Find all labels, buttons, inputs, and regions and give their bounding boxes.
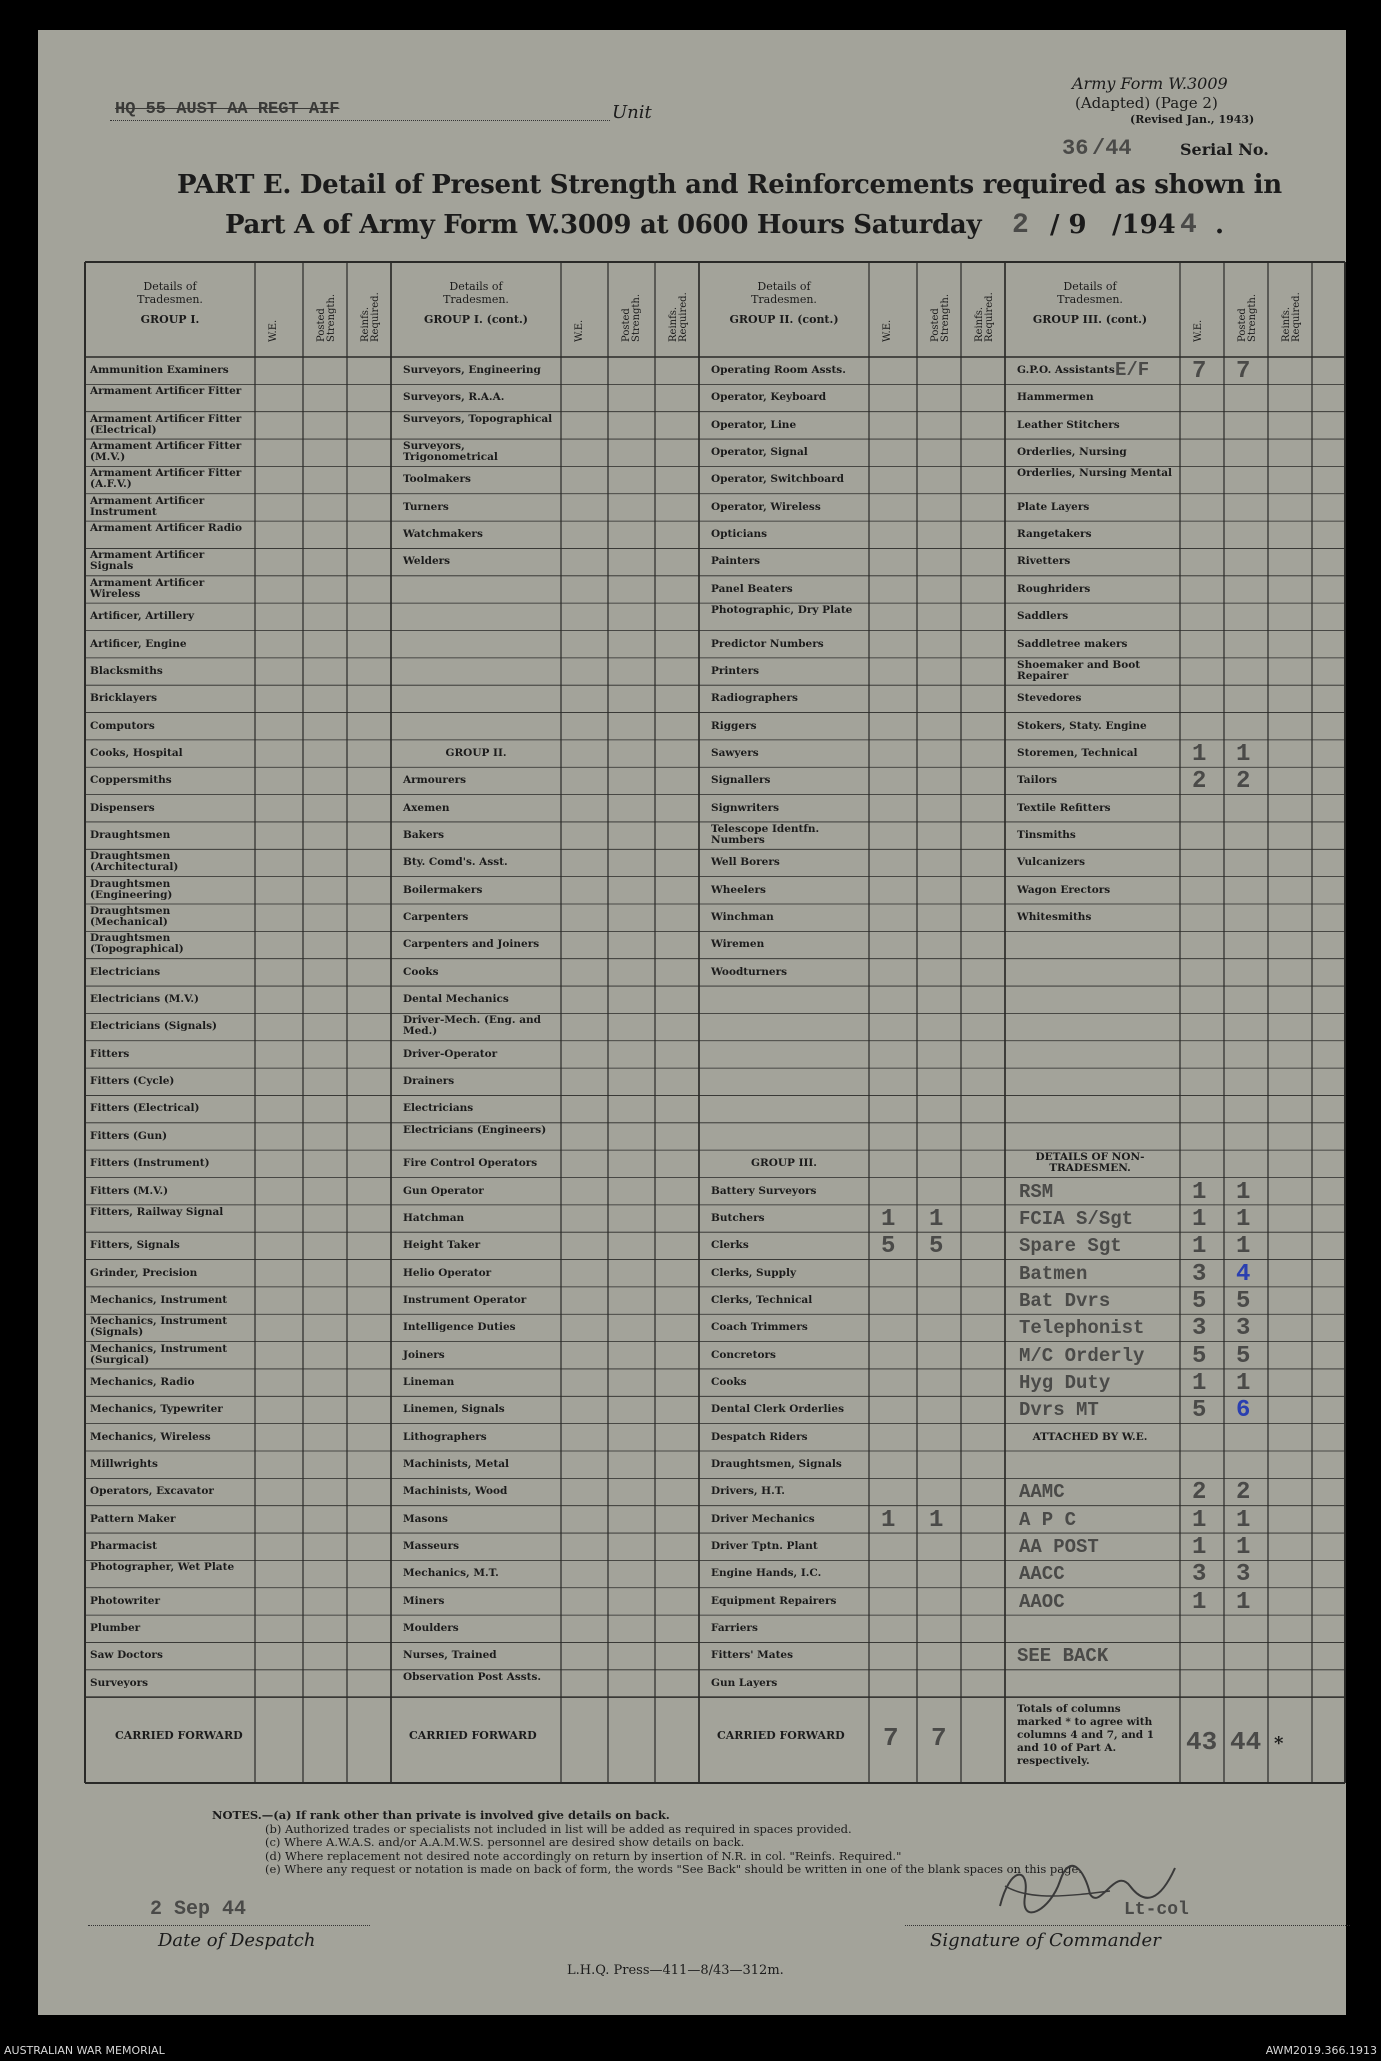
trade-label: Fitters (M.V.) (90, 1184, 169, 1197)
trade-label: Fitters (Electrical) (90, 1102, 200, 1115)
nontrade-entry: FCIA S/Sgt (1019, 1207, 1134, 1230)
title-line2: Part A of Army Form W.3009 at 0600 Hours Saturday (225, 210, 982, 240)
nontrade-entry: M/C Orderly (1019, 1344, 1145, 1367)
despatch-line (88, 1925, 370, 1926)
trade-label: Millwrights (90, 1458, 158, 1470)
trade-label: Intelligence Duties (403, 1321, 516, 1334)
caption-right: AWM2019.366.1913 (1265, 2044, 1377, 2057)
trade-label: Lithographers (403, 1430, 487, 1443)
trade-label: Surveyors, Topographical (403, 412, 553, 425)
serial-value: 36 (1062, 136, 1089, 161)
trade-label: Operator, Wireless (711, 500, 821, 513)
header-group: GROUP I. (cont.) (424, 313, 528, 326)
trade-label: Blacksmiths (90, 664, 163, 677)
tailors-we: 2 (1192, 768, 1207, 796)
nontrade-posted: 5 (1236, 1342, 1251, 1370)
note-line: (c) Where A.W.A.S. and/or A.A.M.W.S. personnel are desired show details on back. (265, 1835, 745, 1849)
trade-label: Drivers, H.T. (711, 1485, 785, 1498)
trade-label: Operator, Signal (711, 446, 808, 459)
trade-label: Mechanics, Wireless (90, 1430, 211, 1443)
trade-label: Instrument Operator (403, 1293, 527, 1306)
date-month: / 9 (1050, 210, 1087, 240)
trade-label: Orderlies, Nursing (1017, 446, 1127, 459)
trade-label: Tailors (1017, 774, 1058, 787)
carried-forward-label: CARRIED FORWARD (717, 1729, 845, 1743)
caption-left: AUSTRALIAN WAR MEMORIAL (4, 2044, 165, 2057)
trade-label: Boilermakers (403, 883, 483, 896)
butchers-we: 1 (881, 1205, 896, 1233)
storemen-posted: 1 (1236, 740, 1251, 768)
nontrade-entry: AAMC (1019, 1481, 1065, 1504)
header-details: Details of Tradesmen. (751, 280, 817, 306)
form-rev: (Revised Jan., 1943) (1130, 113, 1255, 126)
trade-label: Saw Doctors (90, 1649, 163, 1662)
trade-label: Operating Room Assts. (711, 364, 846, 376)
trade-label: Welders (403, 555, 451, 568)
trade-label: Saddlers (1017, 610, 1069, 623)
header-reinfs: Reinfs. Required. (974, 292, 995, 342)
trade-label: Miners (403, 1594, 445, 1607)
trade-label: Fitters, Railway Signal (90, 1205, 224, 1218)
trade-label: Whitesmiths (1017, 911, 1092, 923)
group-heading: DETAILS OF NON-TRADESMEN. (1035, 1151, 1145, 1175)
trade-label: Electricians (403, 1102, 474, 1115)
trade-label: Plumber (90, 1622, 141, 1635)
nontrade-we: 3 (1192, 1561, 1207, 1589)
trade-label: Photowriter (90, 1594, 161, 1607)
header-posted: Posted Strength. (1237, 293, 1258, 342)
note-line: (d) Where replacement not desired note accordingly on return by insertion of N.R. in col. "Reinfs. Required." (265, 1848, 902, 1863)
unit-value: HQ 55 AUST AA REGT AIF (115, 100, 340, 119)
trade-label: Grinder, Precision (90, 1266, 198, 1279)
trade-label: Armament Artificer Radio (90, 522, 243, 535)
trade-label: Clerks, Supply (711, 1266, 797, 1279)
trade-label: Shoemaker and Boot Repairer (1017, 658, 1141, 682)
trade-label: Fitters' Mates (711, 1649, 794, 1662)
trade-label: Cooks (403, 965, 439, 978)
nontrade-we: 1 (1192, 1588, 1207, 1616)
header-reinfs: Reinfs. Required. (1281, 292, 1302, 342)
trade-label: Machinists, Wood (403, 1485, 508, 1498)
tailors-posted: 2 (1236, 768, 1251, 796)
carried-forward-label: CARRIED FORWARD (115, 1729, 243, 1743)
trade-label: Sawyers (711, 746, 759, 759)
date-dot: . (1215, 210, 1225, 240)
trade-label: Electricians (90, 965, 161, 978)
trade-label: Painters (711, 555, 761, 568)
trade-label: Armament Artificer Fitter (A.F.V.) (90, 467, 242, 491)
trade-label: Dental Mechanics (403, 993, 509, 1006)
trade-label: Nurses, Trained (403, 1649, 497, 1662)
totals-note: Totals of columns marked * to agree with columns 4 and 7, and 1 and 10 of Part A. respectively. (1017, 1703, 1155, 1768)
trade-label: Draughtsmen, Signals (711, 1458, 842, 1470)
carried-g2-we: 7 (883, 1723, 899, 1754)
header-posted: Posted Strength. (316, 293, 337, 342)
trade-label: Electricians (Signals) (90, 1020, 218, 1033)
trade-label: Equipment Repairers (711, 1594, 837, 1607)
trade-label: Fitters, Signals (90, 1239, 180, 1252)
trade-label: Vulcanizers (1017, 856, 1086, 869)
trade-label: Draughtsmen (Mechanical) (90, 905, 171, 928)
trade-label: Concretors (711, 1348, 776, 1361)
nontrade-entry: Batmen (1019, 1262, 1088, 1285)
trade-label: Mechanics, Radio (90, 1375, 195, 1388)
nontrade-entry: Spare Sgt (1019, 1235, 1122, 1258)
trade-label: Carpenters (403, 911, 469, 923)
trade-label: Driver-Mech. (Eng. and Med.) (403, 1014, 541, 1038)
trade-label: G.P.O. Assistants (1017, 364, 1115, 376)
trade-label: Stevedores (1017, 692, 1082, 705)
trade-label: Operator, Line (711, 418, 797, 431)
date-year: /194 (1112, 210, 1176, 240)
trade-label: Textile Refitters (1017, 801, 1111, 814)
nontrade-we: 1 (1192, 1233, 1207, 1261)
header-group: GROUP II. (cont.) (729, 313, 839, 326)
trade-label: Gun Layers (711, 1676, 778, 1689)
trade-label: Pattern Maker (90, 1512, 176, 1525)
trade-label: Panel Beaters (711, 582, 793, 595)
trade-label: Rangetakers (1017, 528, 1092, 541)
date-day: 2 (1012, 210, 1029, 241)
despatch-label: Date of Despatch (158, 1930, 316, 1951)
trade-label: Rivetters (1017, 555, 1071, 568)
trade-label: Mechanics, M.T. (403, 1567, 499, 1580)
nontrade-posted: 1 (1236, 1369, 1251, 1397)
gpo-we: 7 (1192, 358, 1207, 385)
trade-label: Photographer, Wet Plate (90, 1561, 235, 1574)
trade-label: Farriers (711, 1622, 758, 1635)
header-group: GROUP I. (140, 313, 200, 326)
trade-label: Pharmacist (90, 1540, 157, 1553)
trade-label: Armourers (403, 774, 467, 787)
clerks-posted: 5 (929, 1233, 944, 1261)
trade-label: Artificer, Engine (90, 637, 187, 650)
nontrade-entry: AAOC (1019, 1590, 1065, 1613)
trade-label: Height Taker (403, 1239, 481, 1252)
note-line: (e) Where any request or notation is made on back of form, the words "See Back" should be written in one of the blank spaces on this page. (265, 1862, 1082, 1876)
trade-label: Driver Mechanics (711, 1512, 815, 1525)
nontrade-entry: RSM (1019, 1180, 1054, 1203)
nontrade-we: 3 (1192, 1260, 1207, 1288)
trade-label: Riggers (711, 719, 757, 732)
trade-label: Fitters (90, 1047, 130, 1060)
trade-label: Stokers, Staty. Engine (1017, 719, 1147, 732)
nontrade-posted: 6 (1236, 1397, 1251, 1425)
trade-label: Hatchman (403, 1211, 465, 1224)
trade-label: Masseurs (403, 1540, 460, 1553)
nontrade-posted: 1 (1236, 1534, 1251, 1562)
trade-label: Machinists, Metal (403, 1458, 509, 1470)
form-sub: (Adapted) (Page 2) (1075, 94, 1218, 112)
gpo-posted: 7 (1236, 358, 1251, 385)
butchers-posted: 1 (929, 1205, 944, 1233)
trade-label: Signallers (711, 774, 771, 787)
nontrade-posted: 3 (1236, 1315, 1251, 1343)
trade-label: Armament Artificer Instrument (90, 494, 205, 518)
carried-g2-posted: 7 (931, 1723, 947, 1754)
header-reinfs: Reinfs. Required. (360, 292, 381, 342)
trade-label: Cooks (711, 1375, 747, 1388)
trade-label: Roughriders (1017, 582, 1091, 595)
drivmech-posted: 1 (929, 1506, 944, 1534)
trade-label: Surveyors, R.A.A. (403, 391, 505, 404)
trade-label: Despatch Riders (711, 1430, 808, 1443)
nontrade-we: 1 (1192, 1369, 1207, 1397)
trade-label: Electricians (M.V.) (90, 993, 200, 1006)
totals-star: * (1274, 1733, 1284, 1755)
header-details: Details of Tradesmen. (137, 280, 203, 306)
trade-label: Photographic, Dry Plate (711, 604, 853, 617)
storemen-we: 1 (1192, 740, 1207, 768)
trade-label: Driver Tptn. Plant (711, 1540, 818, 1553)
trade-label: Clerks (711, 1239, 749, 1252)
trade-label: Observation Post Assts. (403, 1670, 542, 1683)
nontrade-we: 2 (1192, 1479, 1207, 1507)
nontrade-posted: 4 (1236, 1260, 1251, 1288)
trade-label: Surveyors (90, 1676, 149, 1689)
nontrade-we: 1 (1192, 1205, 1207, 1233)
trade-label: Joiners (403, 1348, 445, 1361)
trade-label: Mechanics, Instrument (Signals) (90, 1315, 228, 1339)
header-reinfs: Reinfs. Required. (668, 292, 689, 342)
nontrade-entry: A P C (1019, 1508, 1077, 1531)
carried-forward-label: CARRIED FORWARD (409, 1729, 537, 1743)
header-posted: Posted Strength. (930, 293, 951, 342)
trade-label: Lineman (403, 1375, 455, 1388)
trade-label: Linemen, Signals (403, 1403, 505, 1416)
nontrade-posted: 1 (1236, 1588, 1251, 1616)
nontrade-entry: Telephonist (1019, 1317, 1145, 1340)
trade-label: Electricians (Engineers) (403, 1123, 547, 1136)
serial-year: /44 (1092, 136, 1132, 161)
gpo-suffix: E/F (1115, 359, 1150, 381)
trade-label: Orderlies, Nursing Mental (1017, 467, 1172, 480)
trade-label: Gun Operator (403, 1184, 484, 1197)
header-we: W.E. (574, 319, 585, 342)
nontrade-posted: 1 (1236, 1178, 1251, 1206)
drivmech-we: 1 (881, 1506, 896, 1534)
trade-label: Opticians (711, 528, 768, 541)
trade-label: Surveyors, Engineering (403, 364, 541, 376)
trade-label: Winchman (711, 911, 774, 923)
trade-label: Armament Artificer Fitter (90, 385, 242, 398)
nontrade-posted: 3 (1236, 1561, 1251, 1589)
commander-rank: Lt-col (1124, 1900, 1189, 1920)
trade-label: Radiographers (711, 692, 798, 705)
trade-label: Computors (90, 719, 155, 732)
trade-label: Draughtsmen (Topographical) (90, 932, 184, 956)
header-group: GROUP III. (cont.) (1032, 313, 1148, 326)
trade-label: Hammermen (1017, 391, 1094, 404)
header-we: W.E. (882, 319, 893, 342)
trade-label: Carpenters and Joiners (403, 938, 540, 951)
trade-label: Armament Artificer Signals (90, 549, 205, 573)
trade-label: Bricklayers (90, 692, 158, 705)
trade-label: Axemen (403, 801, 450, 814)
nontrade-posted: 1 (1236, 1233, 1251, 1261)
trade-label: Wiremen (711, 938, 765, 951)
nontrade-posted: 2 (1236, 1479, 1251, 1507)
press-mark: L.H.Q. Press—411—8/43—312m. (567, 1963, 784, 1978)
trade-label: Mechanics, Instrument (Surgical) (90, 1342, 228, 1366)
nontrade-entry: AA POST (1019, 1536, 1099, 1559)
trade-label: Tinsmiths (1017, 828, 1076, 841)
group-heading: ATTACHED BY W.E. (1032, 1430, 1148, 1443)
trade-label: Woodturners (711, 965, 788, 978)
nontrade-entry: Hyg Duty (1019, 1371, 1111, 1394)
trade-label: Helio Operator (403, 1266, 492, 1279)
nontrade-entry: SEE BACK (1017, 1645, 1109, 1668)
nontrade-we: 1 (1192, 1534, 1207, 1562)
trade-label: Well Borers (711, 856, 780, 869)
trade-label: Mechanics, Instrument (90, 1293, 228, 1306)
note-line: (b) Authorized trades or specialists not included in list will be added as required in spaces provided. (265, 1821, 852, 1836)
clerks-we: 5 (881, 1233, 896, 1261)
nontrade-we: 1 (1192, 1506, 1207, 1534)
trade-label: Drainers (403, 1075, 455, 1088)
trade-label: Cooks, Hospital (90, 746, 183, 759)
trade-label: Armament Artificer Fitter (M.V.) (90, 440, 242, 464)
trade-label: Masons (403, 1512, 448, 1525)
trade-label: Butchers (711, 1211, 765, 1224)
trade-label: Battery Surveyors (711, 1184, 817, 1197)
trade-label: Wheelers (711, 883, 766, 896)
trade-label: Signwriters (711, 801, 780, 814)
trade-label: Moulders (403, 1622, 459, 1635)
header-we: W.E. (268, 319, 279, 342)
trade-label: Draughtsmen (Engineering) (90, 877, 173, 901)
date-year-hand: 4 (1180, 210, 1197, 241)
nontrade-entry: Dvrs MT (1019, 1399, 1099, 1422)
trade-label: Fitters (Instrument) (90, 1157, 210, 1170)
nontrade-we: 5 (1192, 1342, 1207, 1370)
note-line: NOTES.—(a) If rank other than private is involved give details on back. (212, 1808, 670, 1822)
trade-label: Armament Artificer Fitter (Electrical) (90, 412, 242, 436)
trade-label: Surveyors, Trigonometrical (403, 440, 498, 464)
trade-label: Plate Layers (1017, 500, 1090, 513)
group-heading: GROUP II. (445, 746, 507, 759)
group-heading: GROUP III. (751, 1157, 817, 1170)
trade-label: Driver-Operator (403, 1047, 498, 1060)
trade-label: Fitters (Cycle) (90, 1075, 175, 1088)
trade-label: Operator, Keyboard (711, 391, 827, 404)
nontrade-we: 3 (1192, 1315, 1207, 1343)
trade-label: Saddletree makers (1017, 637, 1128, 650)
signature-label: Signature of Commander (930, 1930, 1161, 1951)
trade-label: Ammunition Examiners (90, 364, 229, 376)
trade-label: Toolmakers (403, 473, 471, 486)
nontrade-we: 5 (1192, 1287, 1207, 1315)
trade-label: Fire Control Operators (403, 1157, 538, 1170)
trade-label: Bakers (403, 828, 445, 841)
header-details: Details of Tradesmen. (1057, 280, 1123, 306)
nontrade-posted: 1 (1236, 1506, 1251, 1534)
signature-line (905, 1925, 1350, 1926)
trade-label: Coppersmiths (90, 774, 172, 787)
trade-label: Leather Stitchers (1017, 418, 1120, 431)
trade-label: Engine Hands, I.C. (711, 1567, 822, 1580)
trade-label: Watchmakers (403, 528, 483, 541)
trade-label: Dental Clerk Orderlies (711, 1403, 845, 1416)
trade-label: Wagon Erectors (1017, 883, 1111, 896)
nontrade-entry: AACC (1019, 1563, 1065, 1586)
trade-label: Draughtsmen (Architectural) (90, 850, 179, 874)
trade-label: Fitters (Gun) (90, 1129, 168, 1142)
trade-label: Predictor Numbers (711, 637, 824, 650)
serial-label: Serial No. (1180, 140, 1269, 159)
trade-label: Storemen, Technical (1017, 746, 1138, 759)
trade-label: Operators, Excavator (90, 1485, 214, 1498)
trade-label: Coach Trimmers (711, 1321, 808, 1334)
trade-label: Clerks, Technical (711, 1293, 813, 1306)
trade-label: Operator, Switchboard (711, 473, 844, 486)
totals-posted: 44 (1230, 1727, 1262, 1758)
trade-label: Printers (711, 664, 760, 677)
nontrade-posted: 1 (1236, 1205, 1251, 1233)
header-we: W.E. (1193, 319, 1204, 342)
trade-label: Armament Artificer Wireless (90, 576, 205, 600)
totals-we: 43 (1186, 1727, 1218, 1758)
trade-label: Telescope Identfn. Numbers (711, 822, 820, 846)
trade-label: Draughtsmen (90, 828, 171, 841)
trade-label: Dispensers (90, 801, 155, 814)
trade-label: Mechanics, Typewriter (90, 1403, 223, 1416)
unit-label: Unit (612, 102, 652, 123)
nontrade-we: 5 (1192, 1397, 1207, 1425)
form-name: Army Form W.3009 (1072, 74, 1228, 93)
header-details: Details of Tradesmen. (443, 280, 509, 306)
nontrade-we: 1 (1192, 1178, 1207, 1206)
trade-label: Turners (403, 500, 449, 513)
despatch-date: 2 Sep 44 (150, 1898, 247, 1921)
nontrade-posted: 5 (1236, 1287, 1251, 1315)
trade-label: Artificer, Artillery (90, 610, 195, 623)
trade-label: Bty. Comd's. Asst. (403, 856, 508, 869)
title-line1: PART E. Detail of Present Strength and Reinforcements required as shown in (177, 170, 1282, 200)
nontrade-entry: Bat Dvrs (1019, 1289, 1111, 1312)
header-posted: Posted Strength. (621, 293, 642, 342)
